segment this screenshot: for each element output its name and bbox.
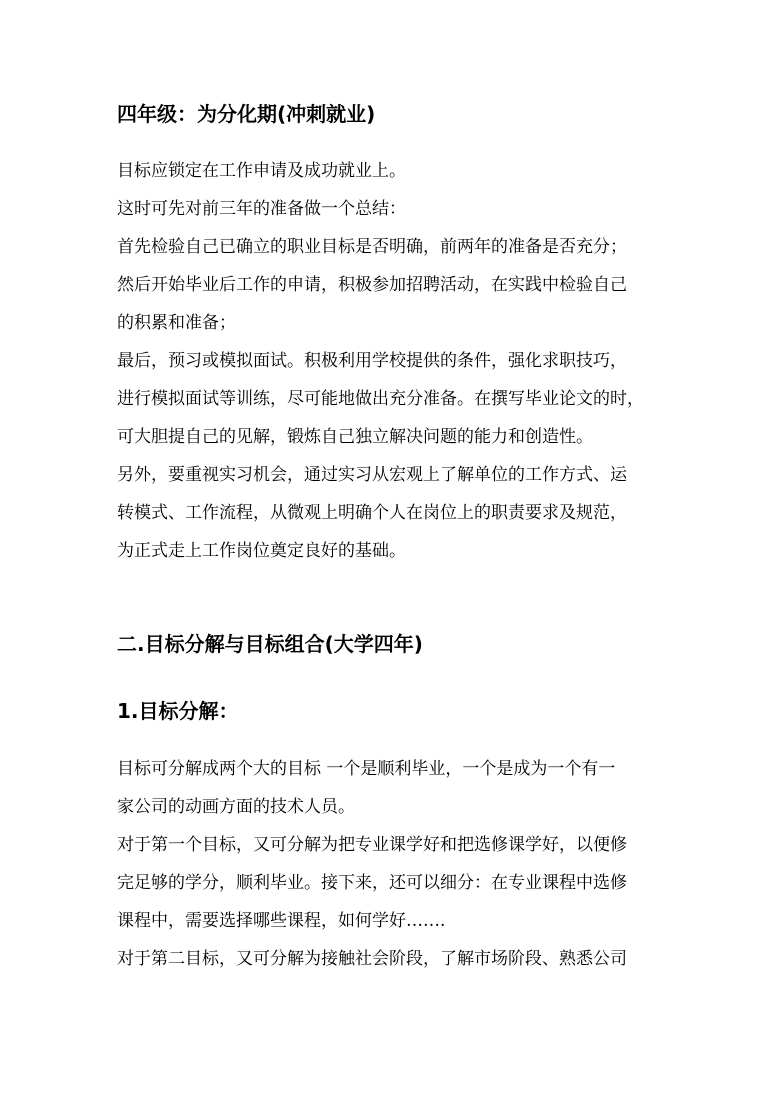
paragraph-line: 对于第二目标，又可分解为接触社会阶段，了解市场阶段、熟悉公司 xyxy=(117,949,627,969)
paragraph-line: 最后，预习或模拟面试。积极利用学校提供的条件，强化求职技巧， xyxy=(117,351,627,371)
paragraph-line: 家公司的动画方面的技术人员。 xyxy=(117,797,355,817)
paragraph-line: 课程中，需要选择哪些课程，如何学好……. xyxy=(117,911,446,931)
paragraph-line: 目标可分解成两个大的目标 一个是顺利毕业，一个是成为一个有一 xyxy=(117,759,616,779)
paragraph-line: 进行模拟面试等训练，尽可能地做出充分准备。在撰写毕业论文的时， xyxy=(117,389,644,409)
paragraph-line: 对于第一个目标，又可分解为把专业课学好和把选修课学好，以便修 xyxy=(117,835,627,855)
section-heading-goal-decomposition: 二.目标分解与目标组合(大学四年) xyxy=(117,632,423,656)
paragraph-line: 另外，要重视实习机会，通过实习从宏观上了解单位的工作方式、运 xyxy=(117,465,627,485)
paragraph-line: 的积累和准备； xyxy=(117,313,236,333)
paragraph-line: 为正式走上工作岗位奠定良好的基础。 xyxy=(117,541,406,561)
section-body-grade-four xyxy=(117,152,662,570)
paragraph-line: 首先检验自己已确立的职业目标是否明确，前两年的准备是否充分； xyxy=(117,237,627,257)
section-heading-grade-four: 四年级：为分化期(冲刺就业) xyxy=(117,102,376,126)
section-body-goal-breakdown xyxy=(117,750,662,978)
paragraph-line: 完足够的学分，顺利毕业。接下来，还可以细分：在专业课程中选修 xyxy=(117,873,627,893)
paragraph-line: 这时可先对前三年的准备做一个总结： xyxy=(117,199,406,219)
paragraph-line: 目标应锁定在工作申请及成功就业上。 xyxy=(117,161,406,181)
subsection-heading-goal-breakdown: 1.目标分解： xyxy=(117,699,239,723)
paragraph-line: 可大胆提自己的见解，锻炼自己独立解决问题的能力和创造性。 xyxy=(117,427,593,447)
paragraph-line: 转模式、工作流程，从微观上明确个人在岗位上的职责要求及规范， xyxy=(117,503,627,523)
paragraph-line: 然后开始毕业后工作的申请，积极参加招聘活动，在实践中检验自己 xyxy=(117,275,627,295)
